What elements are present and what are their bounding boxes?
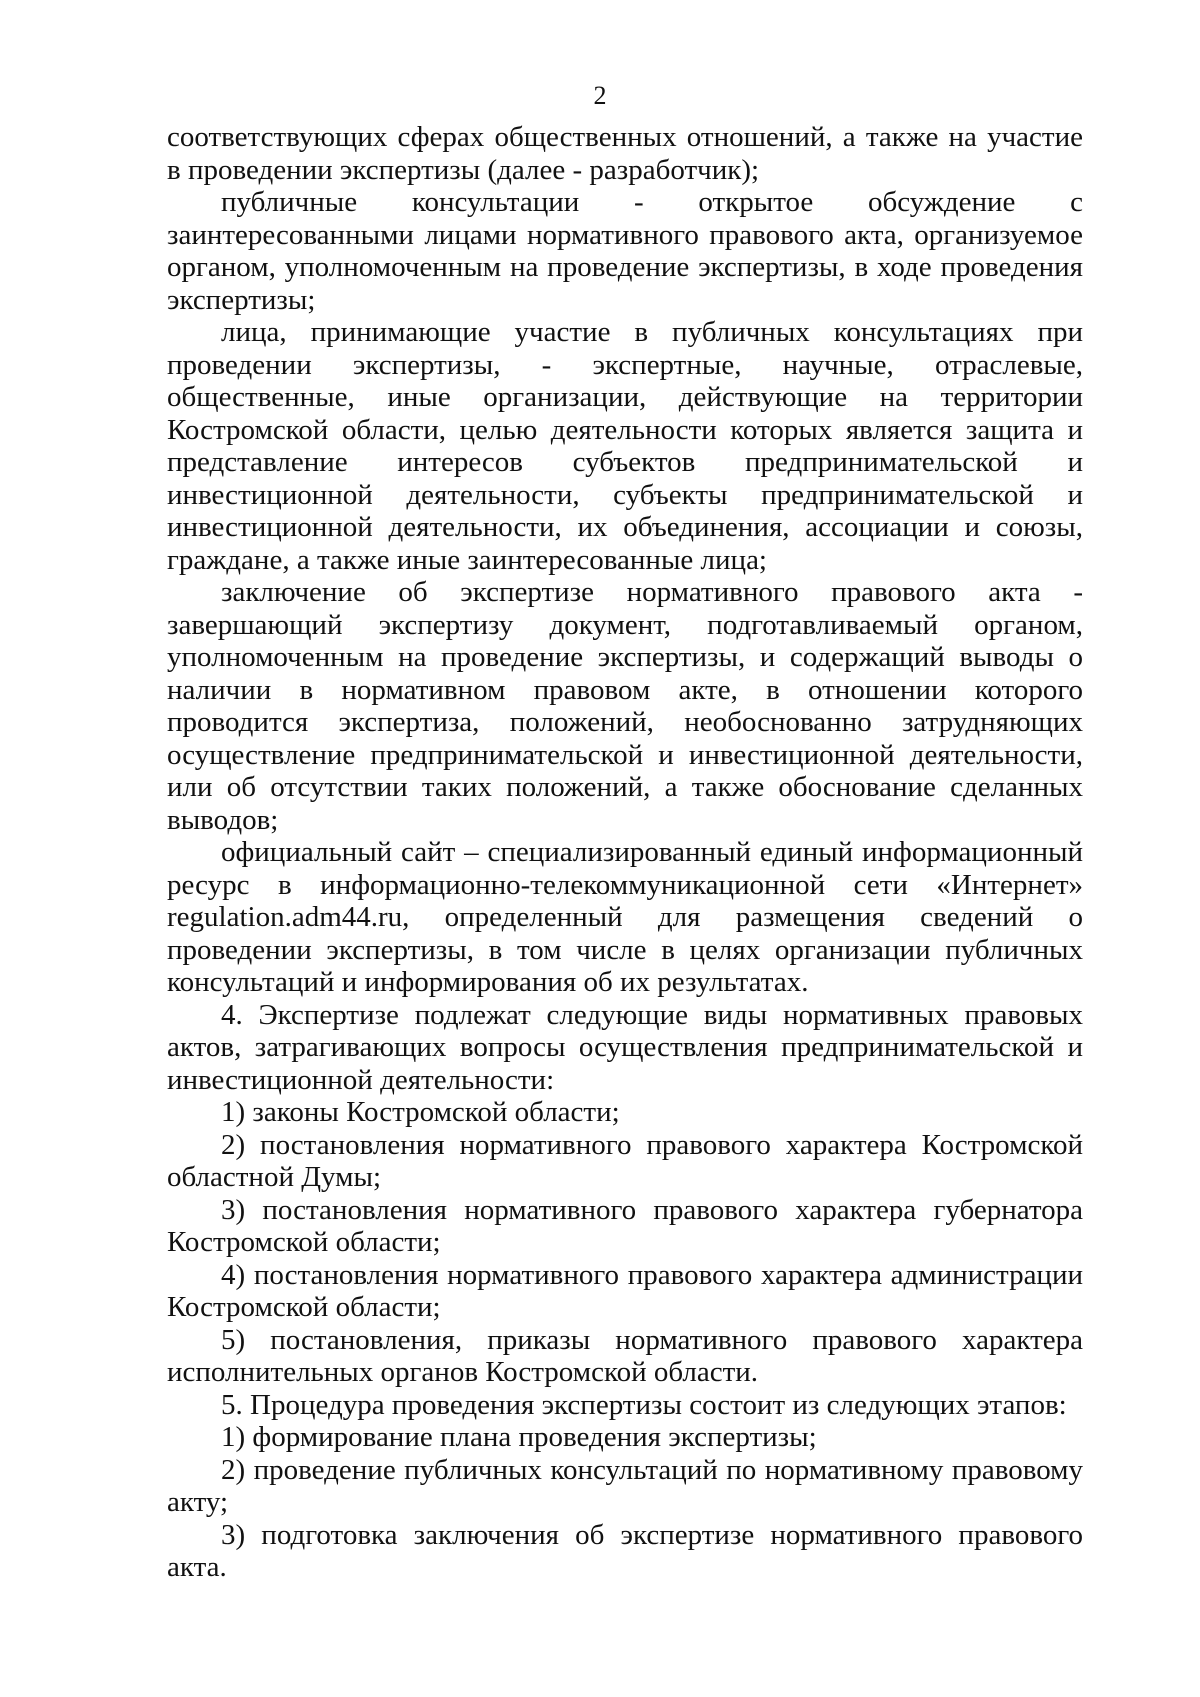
list-item-section-4-4: 4) постановления нормативного правового характера администрации Костромской области; (167, 1258, 1083, 1323)
paragraph-public-consultations-definition: публичные консультации - открытое обсуждение с заинтересованными лицами нормативного правового акта, организуемое органом, уполномоченным на проведение экспертизы, в ходе проведения экспертизы; (167, 186, 1083, 316)
list-item-section-5-3: 3) подготовка заключения об экспертизе нормативного правового акта. (167, 1518, 1083, 1583)
document-body (167, 121, 1083, 1584)
paragraph-conclusion-definition: заключение об экспертизе нормативного правового акта - завершающий экспертизу документ, подготавливаемый органом, уполномоченным на проведение экспертизы, и содержащий выводы о наличии в нормативном правовом акте, в отношении которого проводится экспертиза, положений, необоснованно затрудняющих осуществление предпринимательской и инвестиционной деятельности, или об отсутствии таких положений, а также обоснование сделанных выводов; (167, 576, 1083, 836)
list-item-section-4-3: 3) постановления нормативного правового характера губернатора Костромской области; (167, 1193, 1083, 1258)
page-number: 2 (593, 81, 607, 110)
paragraph-official-site-definition: официальный сайт – специализированный единый информационный ресурс в информационно-телекоммуникационной сети «Интернет» regulation.adm44.ru, определенный для размещения сведений о проведении экспертизы, в том числе в целях организации публичных консультаций и информирования об их результатах. (167, 836, 1083, 998)
paragraph-continuation: соответствующих сферах общественных отношений, а также на участие в проведении экспертизы (далее - разработчик); (167, 121, 1083, 186)
list-item-section-4-5: 5) постановления, приказы нормативного правового характера исполнительных органов Костромской области. (167, 1323, 1083, 1388)
paragraph-participants-definition: лица, принимающие участие в публичных консультациях при проведении экспертизы, - экспертные, научные, отраслевые, общественные, иные организации, действующие на территории Костромской области, целью деятельности которых является защита и представление интересов субъектов предпринимательской и инвестиционной деятельности, субъекты предпринимательской и инвестиционной деятельности, их объединения, ассоциации и союзы, граждане, а также иные заинтересованные лица; (167, 316, 1083, 576)
list-item-section-4-1: 1) законы Костромской области; (221, 1096, 620, 1128)
list-item-section-5-2: 2) проведение публичных консультаций по нормативному правовому акту; (167, 1453, 1083, 1518)
paragraph-section-4: 4. Экспертизе подлежат следующие виды нормативных правовых актов, затрагивающих вопросы осуществления предпринимательской и инвестиционной деятельности: (167, 998, 1083, 1096)
list-item-section-4-2: 2) постановления нормативного правового характера Костромской областной Думы; (167, 1128, 1083, 1193)
paragraph-section-5: 5. Процедура проведения экспертизы состоит из следующих этапов: (221, 1388, 1067, 1421)
list-item-section-5-1: 1) формирование плана проведения экспертизы; (221, 1421, 817, 1453)
